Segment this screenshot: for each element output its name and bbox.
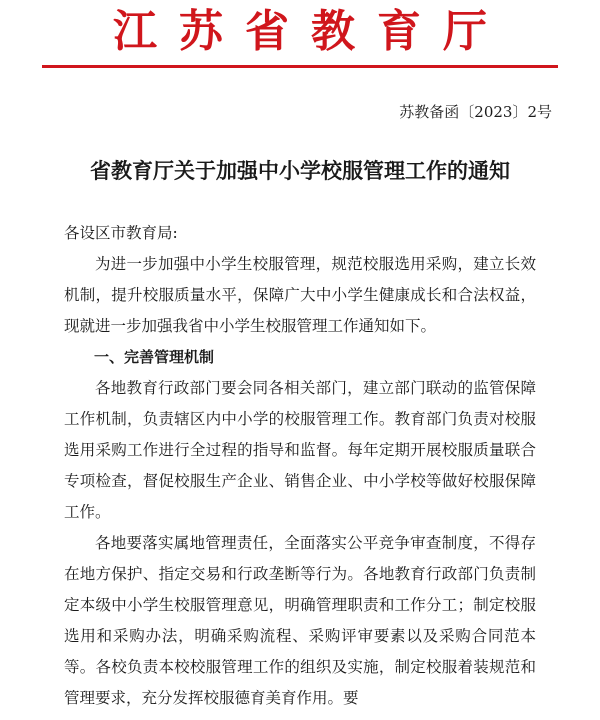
salutation: 各设区市教育局: — [64, 224, 178, 242]
body-paragraph-2: 各地要落实属地管理责任，全面落实公平竞争审查制度，不得存在地方保护、指定交易和行政垄断等行为。各地教育行政部门负责制定本级中小学生校服管理意见，明确管理职责和工作分工；制定校服选用和采购办法，明确采购流程、采购评审要素以及采购合同范本等。各校负责本校校服管理工作的组织及实施，制定校服着装规范和管理要求，充分发挥校服德育美育作用。要 — [64, 534, 536, 707]
document-title: 省教育厅关于加强中小学校服管理工作的通知 — [90, 158, 510, 183]
document-number: 苏教备函〔2023〕2号 — [399, 103, 552, 121]
body-paragraph-1: 各地教育行政部门要会同各相关部门，建立部门联动的监管保障工作机制，负责辖区内中小学的校服管理工作。教育部门负责对校服选用采购工作进行全过程的指导和监督。每年定期开展校服质量联合专项检查，督促校服生产企业、销售企业、中小学校等做好校服保障工作。 — [64, 379, 536, 521]
masthead-title: 江苏省教育厅 — [113, 6, 509, 57]
masthead-red-rule — [42, 65, 558, 68]
intro-paragraph: 为进一步加强中小学生校服管理，规范校服选用采购，建立长效机制，提升校服质量水平，保障广大中小学生健康成长和合法权益，现就进一步加强我省中小学生校服管理工作通知如下。 — [64, 255, 536, 335]
document-body — [64, 218, 536, 714]
section-heading: 一、完善管理机制 — [94, 348, 215, 366]
